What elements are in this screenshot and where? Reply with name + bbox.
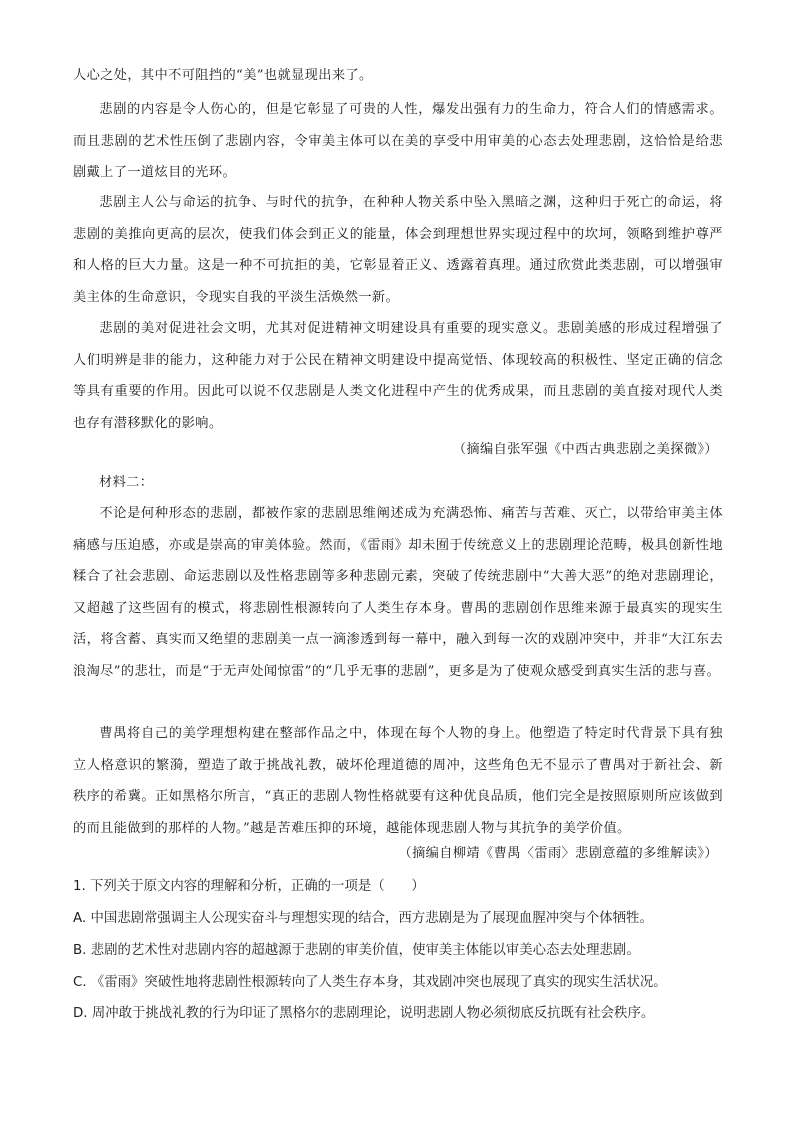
option-b[interactable]: B. 悲剧的艺术性对悲剧内容的超越源于悲剧的审美价值，使审美主体能以审美心态去处理悲剧。 [73, 943, 640, 958]
option-d[interactable]: D. 周冲敢于挑战礼教的行为印证了黑格尔的悲剧理论，说明悲剧人物必须彻底反抗既有社会秩序。 [73, 1006, 655, 1021]
paragraph-tragedy-content: 悲剧的内容是令人伤心的，但是它彰显了可贵的人性，爆发出强有力的生命力，符合人们的情感需求。而且悲剧的艺术性压倒了悲剧内容，令审美主体可以在美的享受中用审美的心态去处理悲剧，这恰恰是给悲剧戴上了一道炫目的光环。 [73, 102, 723, 180]
paragraph-social-civilization: 悲剧的美对促进社会文明，尤其对促进精神文明建设具有重要的现实意义。悲剧美感的形成过程增强了人们明辨是非的能力，这种能力对于公民在精神文明建设中提高觉悟、体现较高的积极性、坚定正确的信念等具有重要的作用。因此可以说不仅悲剧是人类文化进程中产生的优秀成果，而且悲剧的美直接对现代人类也存有潜移默化的影响。 [73, 321, 723, 431]
option-c[interactable]: C. 《雷雨》突破性地将悲剧性根源转向了人类生存本身，其戏剧冲突也展现了真实的现实生活状况。 [73, 975, 667, 990]
material-two-label: 材料二： [99, 475, 154, 490]
paragraph-aesthetic-ideal: 曹禺将自己的美学理想构建在整部作品之中，体现在每个人物的身上。他塑造了特定时代背景下具有独立人格意识的繁漪，塑造了敢于挑战礼教，破坏伦理道德的周冲，这些角色无不显示了曹禺对于新社会、新秩序的希冀。正如黑格尔所言，“真正的悲剧人物性格就要有这种优良品质，他们完全是按照原则所应该做到的而且能做到的那样的人物。”越是苦难压抑的环境，越能体现悲剧人物与其抗争的美学价值。 [73, 726, 723, 836]
paragraph-continuation: 人心之处，其中不可阻挡的“美”也就显现出来了。 [73, 68, 373, 83]
paragraph-tragic-hero: 悲剧主人公与命运的抗争、与时代的抗争，在种种人物关系中坠入黑暗之渊，这种归于死亡的命运，将悲剧的美推向更高的层次，使我们体会到正义的能量，体会到理想世界实现过程中的坎坷，领略到维护尊严和人格的巨大力量。这是一种不可抗拒的美，它彰显着正义、透露着真理。通过欣赏此类悲剧，可以增强审美主体的生命意识，令现实自我的平淡生活焕然一新。 [73, 195, 723, 305]
option-a[interactable]: A. 中国悲剧常强调主人公现实奋斗与理想实现的结合，西方悲剧是为了展现血腥冲突与个体牺牲。 [73, 911, 653, 926]
source-citation-2: （摘编自柳靖《曹禺〈雷雨〉悲剧意蕴的多维解读》） [398, 846, 718, 861]
source-citation-1: （摘编自张军强《中西古典悲剧之美探微》） [452, 442, 718, 457]
paragraph-thunderstorm: 不论是何种形态的悲剧，都被作家的悲剧思维阐述成为充满恐怖、痛苦与苦难、灭亡，以带给审美主体痛感与压迫感，亦或是崇高的审美体验。然而，《雷雨》却未囿于传统意义上的悲剧理论范畴，极具创新性地糅合了社会悲剧、命运悲剧以及性格悲剧等多种悲剧元素，突破了传统悲剧中“大善大恶”的绝对悲剧理论，又超越了这些固有的模式，将悲剧性根源转向了人类生存本身。曹禺的悲剧创作思维来源于最真实的现实生活，将含蓄、真实而又绝望的悲剧美一点一滴渗透到每一幕中，融入到每一次的戏剧冲突中，并非“大江东去浪淘尽”的悲壮，而是“于无声处闻惊雷”的“几乎无事的悲剧”，更多是为了使观众感受到真实生活的悲与喜。 [73, 506, 723, 679]
question-stem: 1. 下列关于原文内容的理解和分析，正确的一项是（ ） [73, 879, 425, 894]
